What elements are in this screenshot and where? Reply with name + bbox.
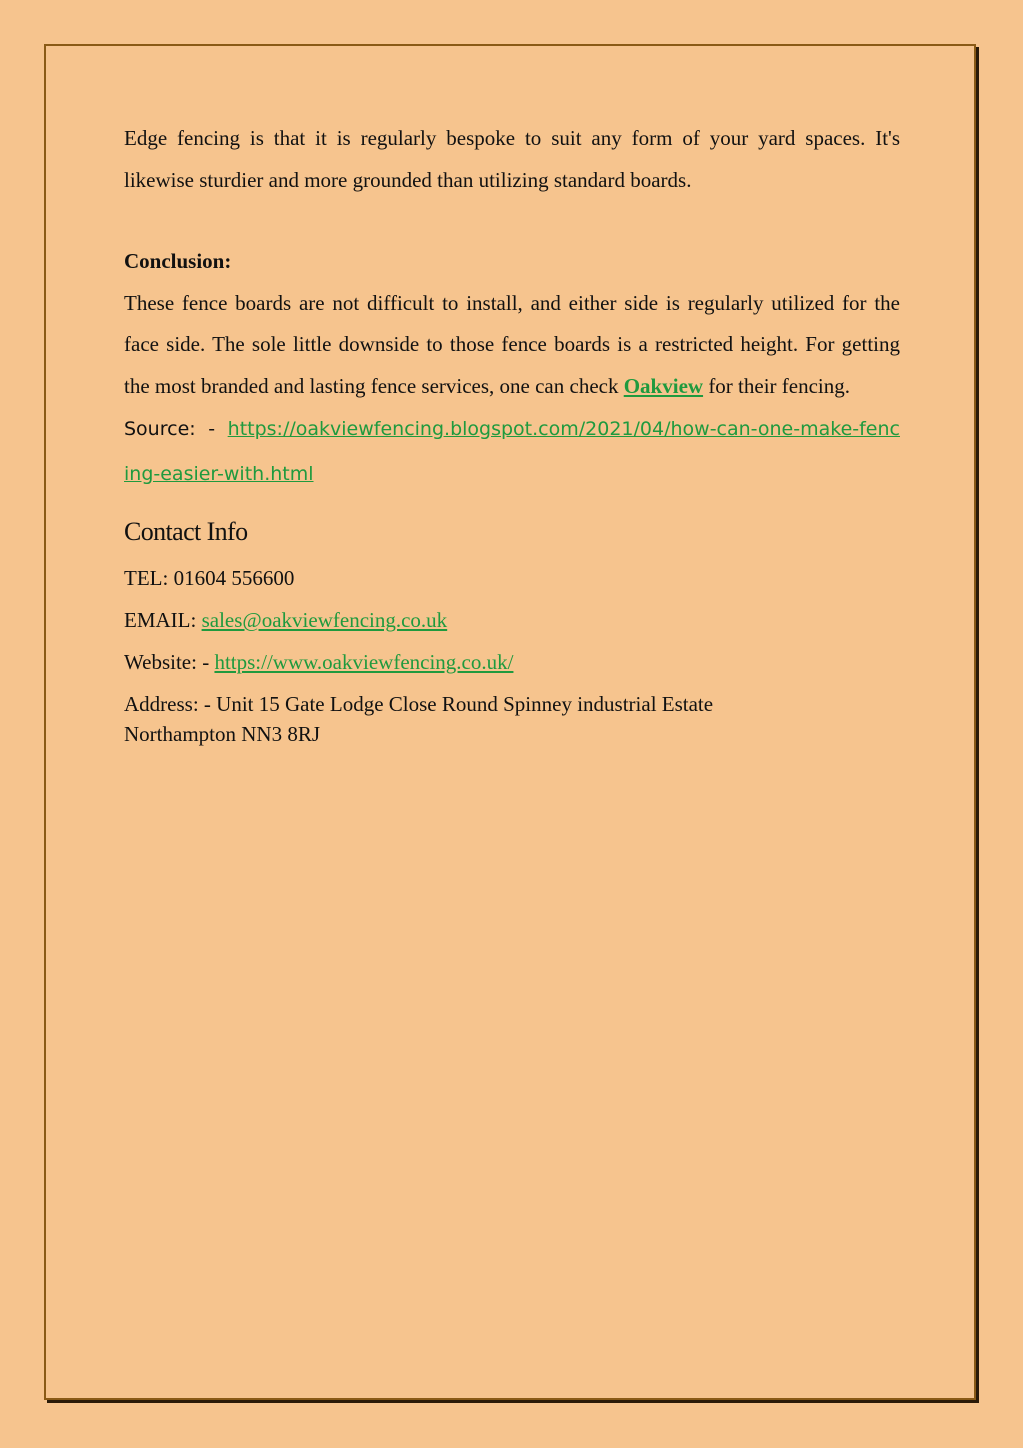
conclusion-text-end: for their fencing.	[703, 373, 851, 398]
email-label: EMAIL:	[124, 608, 202, 632]
contact-website-line	[124, 649, 900, 675]
contact-tel-line	[124, 565, 900, 591]
website-link[interactable]: https://www.oakviewfencing.co.uk/	[214, 650, 514, 674]
tel-label: TEL:	[124, 566, 174, 590]
oakview-link[interactable]: Oakview	[623, 373, 704, 398]
email-link[interactable]: sales@oakviewfencing.co.uk	[201, 608, 448, 632]
website-label: Website: -	[124, 650, 215, 674]
address-line-1: Address: - Unit 15 Gate Lodge Close Round Spinney industrial Estate	[124, 692, 714, 716]
contact-email-line	[124, 607, 900, 633]
address-line-2: Northampton NN3 8RJ	[124, 722, 320, 746]
source-line	[124, 407, 900, 497]
source-url-link[interactable]: https://oakviewfencing.blogspot.com/2021/04/how-can-one-make-fencing-easier-with.html	[124, 418, 900, 485]
tel-value: 01604 556600	[173, 566, 295, 590]
conclusion-text-start: These fence boards are not difficult to install, and either side is regularly utilized for the face side. The sole little downside to those fence boards is a restricted height. For getting the most branded and lasting fence services, one can check	[124, 290, 900, 398]
intro-paragraph: Edge fencing is that it is regularly bespoke to suit any form of your yard spaces. It's likewise sturdier and more grounded than utilizing standard boards.	[124, 126, 900, 192]
contact-address	[124, 689, 900, 749]
source-label: Source: -	[124, 418, 228, 440]
contact-info-heading: Contact Info	[124, 517, 248, 546]
conclusion-paragraph	[124, 283, 900, 408]
conclusion-heading: Conclusion:	[124, 249, 232, 273]
document-content	[124, 118, 900, 749]
